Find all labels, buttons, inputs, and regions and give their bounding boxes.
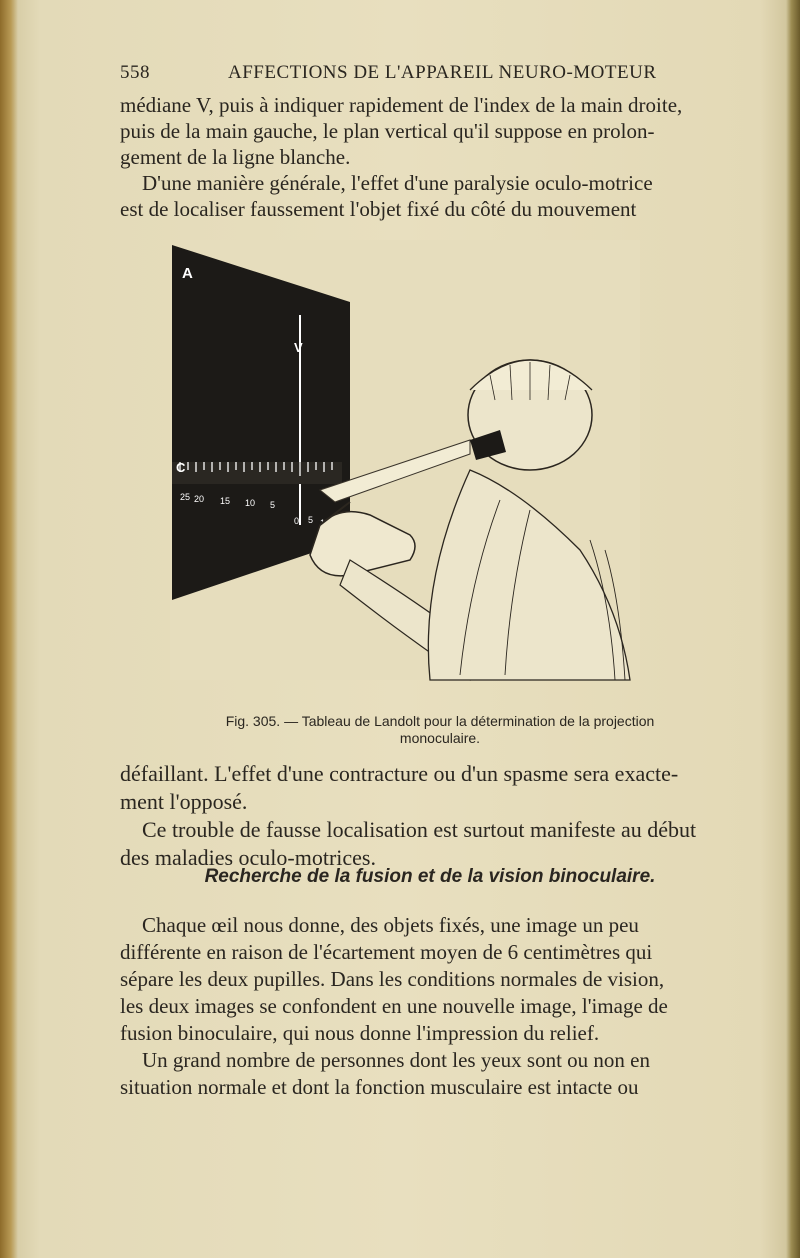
label-c: C bbox=[176, 460, 186, 475]
text-line: ment l'opposé. bbox=[120, 789, 248, 814]
scale-label: 15 bbox=[220, 496, 231, 506]
text-line: différente en raison de l'écartement moyen de 6 centimètres qui bbox=[120, 940, 653, 964]
figure-illustration bbox=[170, 240, 640, 700]
text-line: D'une manière générale, l'effet d'une paralysie oculo-motrice bbox=[142, 171, 653, 195]
text-line: Un grand nombre de personnes dont les yeux sont ou non en bbox=[142, 1048, 650, 1072]
text-line: situation normale et dont la fonction musculaire est intacte ou bbox=[120, 1075, 639, 1099]
running-title: AFFECTIONS DE L'APPAREIL NEURO-MOTEUR bbox=[228, 62, 657, 83]
paragraph-top bbox=[120, 92, 740, 222]
caption-line: monoculaire. bbox=[399, 730, 481, 746]
text-line: médiane V, puis à indiquer rapidement de l'index de la main droite, bbox=[120, 93, 683, 117]
text-line: des maladies oculo-motrices. bbox=[120, 845, 376, 870]
text-line: Ce trouble de fausse localisation est surtout manifeste au début bbox=[142, 817, 697, 842]
text-line: défaillant. L'effet d'une contracture ou d'un spasme sera exacte- bbox=[120, 761, 679, 786]
page-right-edge bbox=[786, 0, 800, 1258]
text-line: les deux images se confondent en une nouvelle image, l'image de bbox=[120, 994, 668, 1018]
text-line: Chaque œil nous donne, des objets fixés, une image un peu bbox=[142, 913, 639, 937]
figure-caption bbox=[140, 713, 740, 747]
text-line: puis de la main gauche, le plan vertical qu'il suppose en prolon- bbox=[120, 119, 655, 143]
text-line: fusion binoculaire, qui nous donne l'impression du relief. bbox=[120, 1021, 600, 1045]
scale-label: 0 bbox=[294, 516, 300, 526]
scale-label: 5 bbox=[270, 500, 276, 510]
label-a: A bbox=[182, 265, 193, 282]
caption-line: Fig. 305. — Tableau de Landolt pour la détermination de la projection bbox=[225, 713, 655, 729]
running-header bbox=[120, 62, 730, 86]
label-v: V bbox=[294, 340, 303, 355]
scale-label: 10 bbox=[245, 498, 256, 508]
figure-landolt-board bbox=[170, 240, 640, 700]
scale-label: 25 bbox=[180, 492, 191, 502]
scale-label: 5 bbox=[308, 515, 314, 525]
page-number: 558 bbox=[120, 62, 150, 83]
text-line: gement de la ligne blanche. bbox=[120, 145, 351, 169]
paragraph-bottom bbox=[120, 912, 740, 1101]
section-heading: Recherche de la fusion et de la vision binoculaire. bbox=[204, 866, 656, 887]
paragraph-middle bbox=[120, 760, 740, 872]
page-left-edge bbox=[0, 0, 18, 1258]
scale-label: 20 bbox=[194, 494, 205, 504]
text-line: sépare les deux pupilles. Dans les conditions normales de vision, bbox=[120, 967, 665, 991]
text-line: est de localiser faussement l'objet fixé du côté du mouvement bbox=[120, 197, 637, 221]
